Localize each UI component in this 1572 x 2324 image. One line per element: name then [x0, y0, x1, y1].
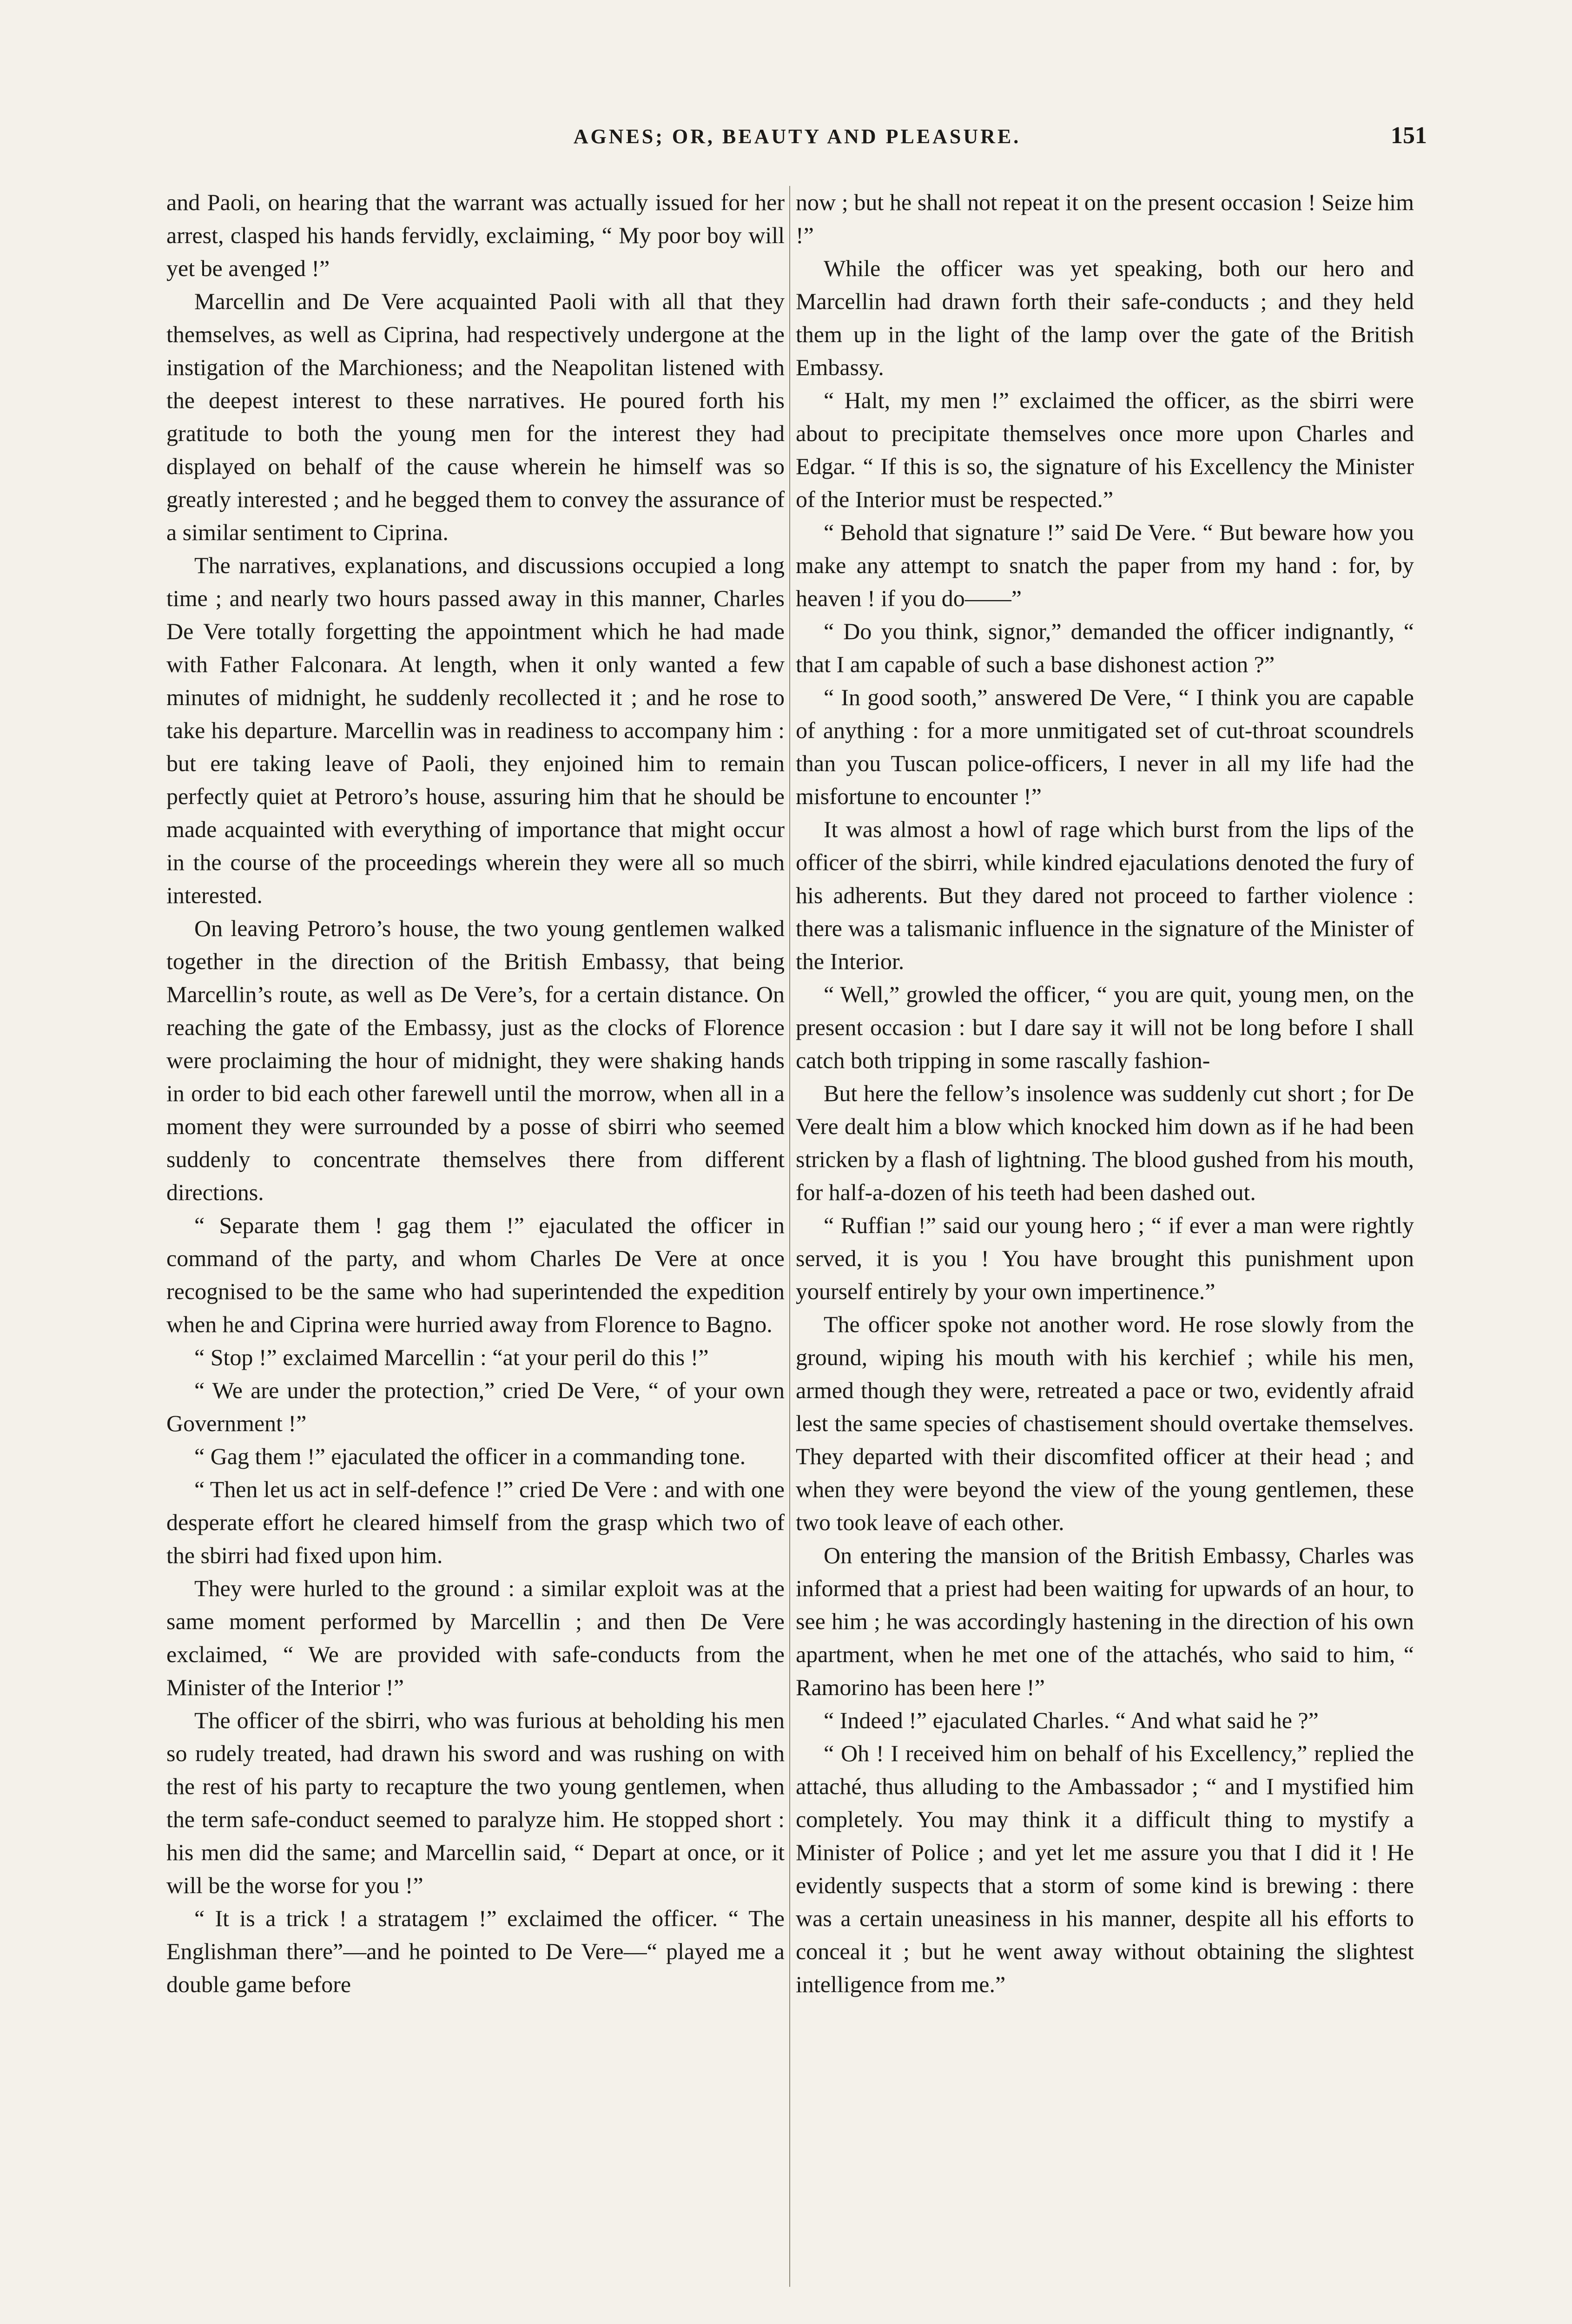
column-divider [789, 186, 790, 2287]
paragraph: and Paoli, on hearing that the warrant was actually issued for her arrest, clasped his hands fervidly, exclaiming, “ My poor boy will yet be avenged !” [166, 189, 785, 281]
right-column [796, 186, 1414, 2324]
running-title: AGNES; OR, BEAUTY AND PLEASURE. [573, 125, 1021, 148]
paragraph: “ Stop !” exclaimed Marcellin : “at your peril do this !” [194, 1344, 709, 1370]
paragraph: They were hurled to the ground : a similar exploit was at the same moment performed by Marcellin ; and then De Vere exclaimed, “ We are provided with safe-conducts from the Minister of the Interior !” [166, 1575, 785, 1700]
paragraph: “ Then let us act in self-defence !” cried De Vere : and with one desperate effort he cleared himself from the grasp which two of the sbirri had fixed upon him. [166, 1476, 785, 1568]
paragraph: “ We are under the protection,” cried De Vere, “ of your own Government !” [166, 1377, 785, 1436]
paragraph: “ It is a trick ! a stratagem !” exclaimed the officer. “ The Englishman there”—and he pointed to De Vere—“ played me a double game before [166, 1905, 785, 1997]
paragraph: “ Well,” growled the officer, “ you are quit, young men, on the present occasion : but I dare say it will not be long before I shall catch both tripping in some rascally fashion- [796, 981, 1414, 1073]
paragraph: now ; but he shall not repeat it on the present occasion ! Seize him !” [796, 189, 1414, 248]
paragraph: “ Oh ! I received him on behalf of his Excellency,” replied the attaché, thus alluding to the Ambassador ; “ and I mystified him completely. You may think it a difficult thing to mystify a Minister of Police ; and yet let me assure you that I did it ! He evidently suspects that a storm of some kind is brewing : there was a certain uneasiness in his manner, despite all his efforts to conceal it ; but he went away without obtaining the slightest intelligence from me.” [796, 1740, 1414, 1997]
paragraph: “ Do you think, signor,” demanded the officer indignantly, “ that I am capable of such a base dishonest action ?” [796, 618, 1414, 677]
paragraph: “ Halt, my men !” exclaimed the officer, as the sbirri were about to precipitate themselves once more upon Charles and Edgar. “ If this is so, the signature of his Excellency the Minister of the Interior must be respected.” [796, 387, 1414, 512]
paragraph: Marcellin and De Vere acquainted Paoli with all that they themselves, as well as Ciprina, had respectively undergone at the instigation of the Marchioness; and the Neapolitan listened with the deepest interest to these narratives. He poured forth his gratitude to both the young men for the interest they had displayed on behalf of the cause wherein he himself was so greatly interested ; and he begged them to convey the assurance of a similar sentiment to Ciprina. [166, 288, 785, 545]
paragraph: The officer of the sbirri, who was furious at beholding his men so rudely treated, had drawn his sword and was rushing on with the rest of his party to recapture the two young gentlemen, when the term safe-conduct seemed to paralyze him. He stopped short : his men did the same; and Marcellin said, “ Depart at once, or it will be the worse for you !” [166, 1707, 785, 1898]
paragraph: “ Ruffian !” said our young hero ; “ if ever a man were rightly served, it is you ! You have brought this punishment upon yourself entirely by your own impertinence.” [796, 1212, 1414, 1304]
paragraph: But here the fellow’s insolence was suddenly cut short ; for De Vere dealt him a blow which knocked him down as if he had been stricken by a flash of lightning. The blood gushed from his mouth, for half-a-dozen of his teeth had been dashed out. [796, 1080, 1414, 1205]
paragraph: It was almost a howl of rage which burst from the lips of the officer of the sbirri, while kindred ejaculations denoted the fury of his adherents. But they dared not proceed to farther violence : there was a talismanic influence in the signature of the Minister of the Interior. [796, 816, 1414, 974]
paragraph: While the officer was yet speaking, both our hero and Marcellin had drawn forth their safe-conducts ; and they held them up in the light of the lamp over the gate of the British Embassy. [796, 255, 1414, 380]
page-number: 151 [1391, 122, 1427, 149]
paragraph: “ Indeed !” ejaculated Charles. “ And what said he ?” [824, 1707, 1319, 1733]
paragraph: On leaving Petroro’s house, the two young gentlemen walked together in the direction of the British Embassy, that being Marcellin’s route, as well as De Vere’s, for a certain distance. On reaching the gate of the Embassy, just as the clocks of Florence were proclaiming the hour of midnight, they were shaking hands in order to bid each other farewell until the morrow, when all in a moment they were surrounded by a posse of sbirri who seemed suddenly to concentrate themselves there from different directions. [166, 915, 785, 1205]
paragraph: The officer spoke not another word. He rose slowly from the ground, wiping his mouth with his kerchief ; while his men, armed though they were, retreated a pace or two, evidently afraid lest the same species of chastisement should overtake themselves. They departed with their discomfited officer at their head ; and when they were beyond the view of the young gentlemen, these two took leave of each other. [796, 1311, 1414, 1535]
paragraph: “ Separate them ! gag them !” ejaculated the officer in command of the party, and whom Charles De Vere at once recognised to be the same who had superintended the expedition when he and Ciprina were hurried away from Florence to Bagno. [166, 1212, 785, 1337]
paragraph: The narratives, explanations, and discussions occupied a long time ; and nearly two hours passed away in this manner, Charles De Vere totally forgetting the appointment which he had made with Father Falconara. At length, when it only wanted a few minutes of midnight, he suddenly recollected it ; and he rose to take his departure. Marcellin was in readiness to accompany him : but ere taking leave of Paoli, they enjoined him to remain perfectly quiet at Petroro’s house, assuring him that he should be made acquainted with everything of importance that might occur in the course of the proceedings wherein they were all so much interested. [166, 552, 785, 908]
page-header [167, 122, 1427, 157]
paragraph: On entering the mansion of the British Embassy, Charles was informed that a priest had been waiting for upwards of an hour, to see him ; he was accordingly hastening in the direction of his own apartment, when he met one of the attachés, who said to him, “ Ramorino has been here !” [796, 1542, 1414, 1700]
paragraph: “ In good sooth,” answered De Vere, “ I think you are capable of anything : for a more unmitigated set of cut-throat scoundrels than you Tuscan police-officers, I never in all my life had the misfortune to encounter !” [796, 684, 1414, 809]
left-column [166, 186, 785, 2324]
paragraph: “ Gag them !” ejaculated the officer in a commanding tone. [194, 1443, 746, 1469]
paragraph: “ Behold that signature !” said De Vere. “ But beware how you make any attempt to snatch the paper from my hand : for, by heaven ! if you do——” [796, 519, 1414, 611]
